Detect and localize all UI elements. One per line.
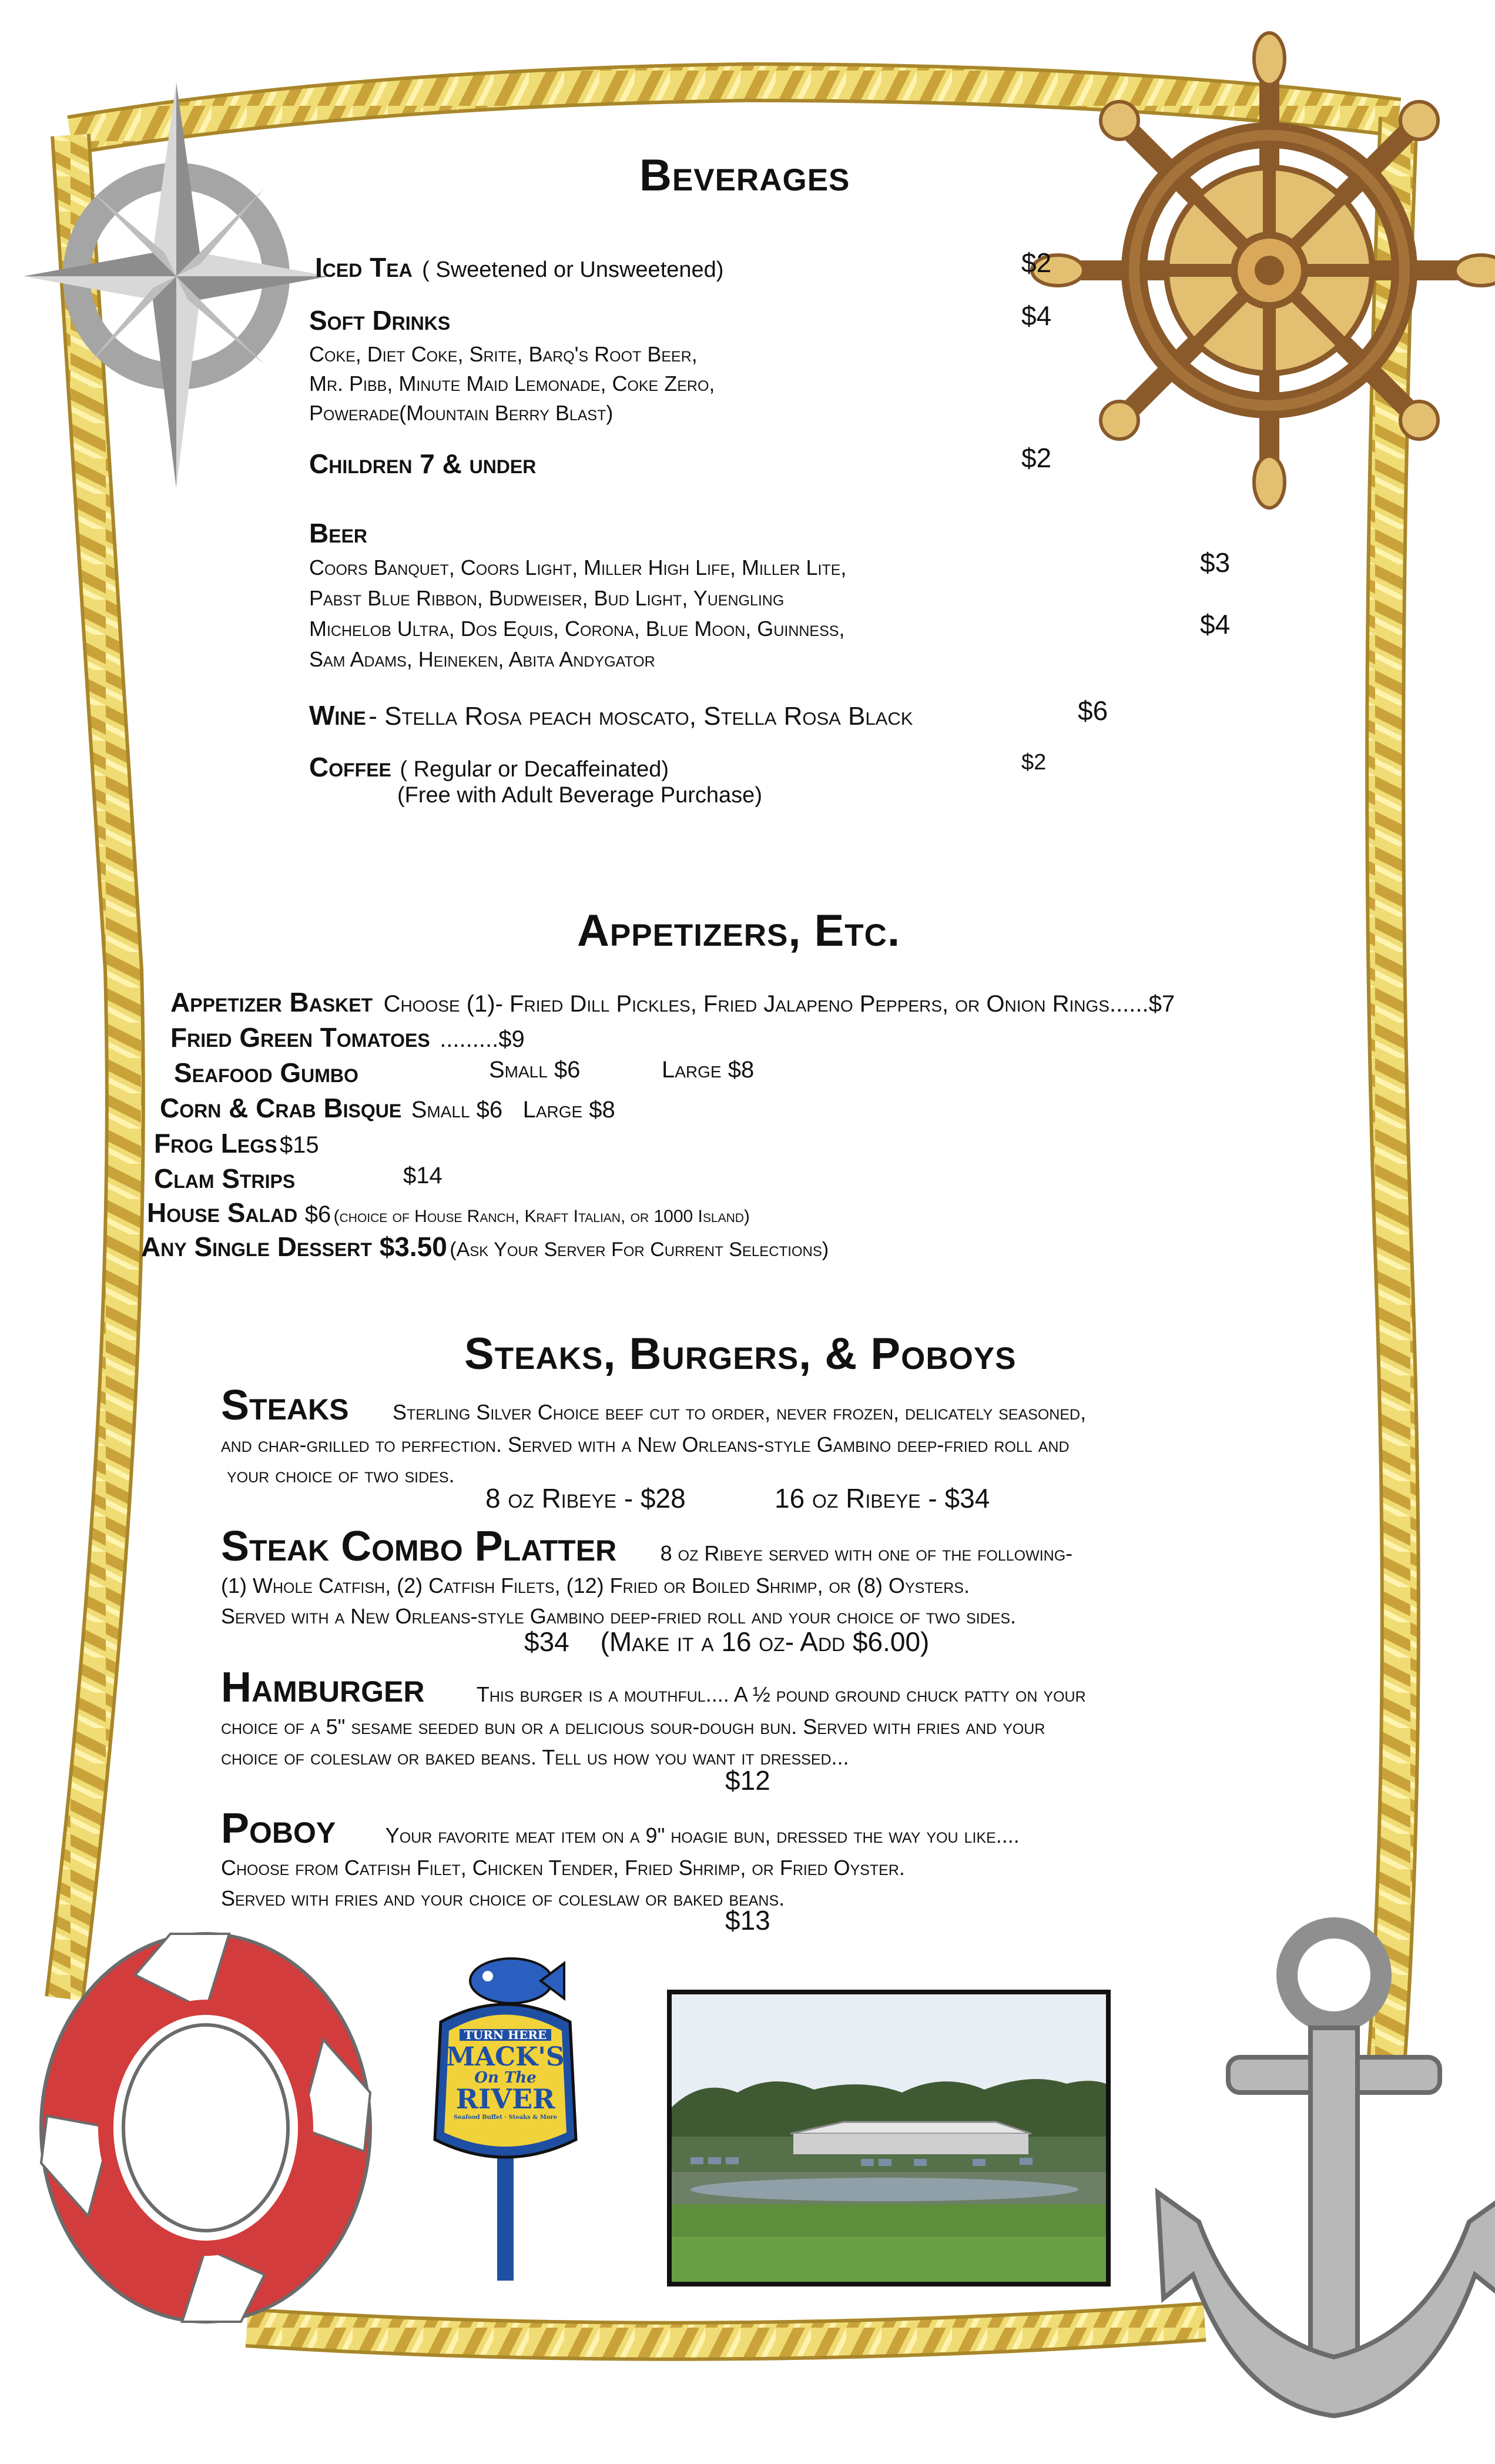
steaks-section-title: Steaks, Burgers, & Poboys: [464, 1329, 1017, 1379]
iced-tea-name: Iced Tea: [315, 252, 413, 283]
life-buoy-icon: [41, 1934, 370, 2322]
soft-drinks-list: Coke, Diet Coke, Srite, Barq's Root Beer, Mr. Pibb, Minute Maid Lemonade, Coke Zero, Powerade(Mountain Berry Blast): [309, 342, 715, 425]
clam-strips-price: $14: [403, 1163, 443, 1189]
hamburger-price: $12: [725, 1765, 770, 1796]
poboy-item: Poboy Your favorite meat item on a 9" hoagie bun, dressed the way you like.... Choose from Catfish Filet, Chicken Tender, Fried Shrimp, or Fried Oyster. Served with fries and your choice of coleslaw or baked beans.: [221, 1805, 1020, 1910]
appetizers-title: Appetizers, Etc.: [577, 906, 901, 956]
appetizer-basket-item: Appetizer Basket Choose (1)- Fried Dill Pickles, Fried Jalapeno Peppers, or Onion Rings......$7: [170, 987, 1175, 1017]
anchor-icon: [1158, 1928, 1495, 2416]
children-name: Children 7 & under: [309, 448, 537, 479]
children-price: $2: [1021, 443, 1052, 473]
frog-legs-item: Frog Legs $15: [154, 1128, 319, 1159]
wine-name: Wine: [309, 700, 366, 731]
restaurant-photo: [667, 1990, 1111, 2286]
ribeye-8oz: 8 oz Ribeye - $28: [485, 1483, 686, 1514]
ribeye-16oz: 16 oz Ribeye - $34: [775, 1483, 990, 1514]
poboy-price: $13: [725, 1905, 770, 1936]
seafood-gumbo-item: Seafood Gumbo: [174, 1057, 358, 1088]
wine-item: [309, 699, 913, 731]
combo-price: $34 (Make it a 16 oz- Add $6.00): [524, 1626, 930, 1657]
soft-drinks-price: $4: [1021, 300, 1052, 331]
iced-tea-price: $2: [1021, 247, 1052, 278]
macks-sign-text: TURN HERE MACK'S On The RIVER Seafood Buffet · Steaks & More: [446, 2028, 565, 2121]
beer-price-premium: $4: [1200, 609, 1231, 640]
beer-price-domestic: $3: [1200, 547, 1231, 578]
fried-green-tomatoes-item: Fried Green Tomatoes .........$9: [170, 1022, 525, 1053]
corn-crab-bisque-item: Corn & Crab Bisque Small $6 Large $8: [160, 1093, 615, 1123]
coffee-note: (Free with Adult Beverage Purchase): [397, 783, 762, 808]
wine-price: $6: [1078, 695, 1108, 726]
beer-list: Coors Banquet, Coors Light, Miller High Life, Miller Lite, Pabst Blue Ribbon, Budweiser, Bud Light, Yuengling Michelob Ultra, Dos Equis, Corona, Blue Moon, Guinness, Sam Adams, Heineken, Abita Andygator: [309, 555, 847, 671]
wine-desc: - Stella Rosa peach moscato, Stella Rosa Black: [368, 702, 913, 731]
clam-strips-name: Clam Strips: [154, 1163, 296, 1194]
steaks-item: Steaks Sterling Silver Choice beef cut to order, never frozen, delicately seasoned, and char-grilled to perfection. Served with a New Orleans-style Gambino deep-fried roll and your choice of two sides.: [221, 1382, 1087, 1487]
beer-name: Beer: [309, 518, 368, 548]
iced-tea-item: [315, 252, 723, 283]
beverages-title: Beverages: [639, 150, 850, 200]
gumbo-small: Small $6: [489, 1057, 581, 1083]
house-salad-item: House Salad $6 (choice of House Ranch, Kraft Italian, or 1000 Island): [147, 1197, 750, 1228]
coffee-name: Coffee: [309, 752, 391, 782]
hamburger-item: Hamburger This burger is a mouthful.... A ½ pound ground chuck patty on your choice of a 5" sesame seeded bun or a delicious sour-dough bun. Served with fries and your choice of coleslaw or baked beans. Tell us how you want it dressed...: [221, 1664, 1086, 1769]
steak-combo-item: Steak Combo Platter 8 oz Ribeye served with one of the following- (1) Whole Catfish, (2) Catfish Filets, (12) Fried or Boiled Shrimp, or (8) Oysters. Served with a New Orleans-style Gambino deep-fried roll and your choice of two sides.: [221, 1523, 1073, 1628]
coffee-item: [309, 751, 669, 783]
coffee-desc: ( Regular or Decaffeinated): [400, 757, 669, 782]
coffee-price: $2: [1021, 750, 1047, 775]
dessert-item: Any Single Dessert $3.50 (Ask Your Server For Current Selections): [141, 1231, 829, 1262]
gumbo-large: Large $8: [662, 1057, 755, 1083]
iced-tea-desc: ( Sweetened or Unsweetened): [422, 257, 724, 282]
soft-drinks-name: Soft Drinks: [309, 305, 451, 336]
